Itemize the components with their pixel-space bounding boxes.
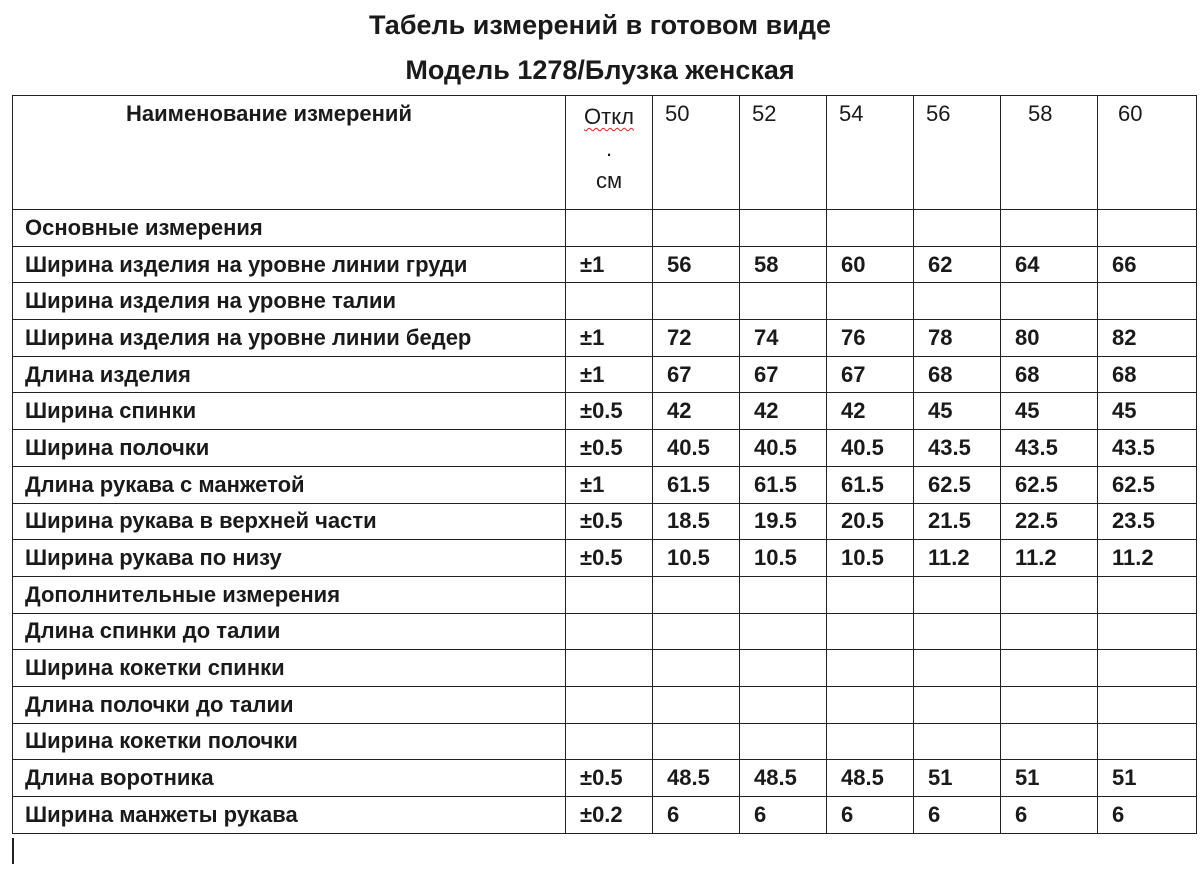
size-value-cell: 82 (1098, 320, 1197, 357)
size-value-cell (740, 210, 827, 247)
size-value-cell: 67 (740, 356, 827, 393)
size-value-cell (653, 686, 740, 723)
measurement-name-cell: Ширина кокетки полочки (13, 723, 566, 760)
size-value-cell (1098, 283, 1197, 320)
tolerance-label-line-2: . (605, 136, 613, 161)
size-value-cell (740, 686, 827, 723)
size-value-cell (1098, 613, 1197, 650)
table-row (13, 686, 1197, 723)
size-value-cell: 6 (740, 797, 827, 834)
size-value-cell: 45 (1001, 393, 1098, 430)
tolerance-cell: ±0.2 (566, 797, 653, 834)
measurement-name-cell: Длина изделия (13, 356, 566, 393)
table-row (13, 503, 1197, 540)
tolerance-cell (566, 686, 653, 723)
size-value-cell: 51 (1001, 760, 1098, 797)
table-row (13, 797, 1197, 834)
table-row (13, 576, 1197, 613)
measurement-name-cell: Длина спинки до талии (13, 613, 566, 650)
size-value-cell: 62.5 (1001, 466, 1098, 503)
size-value-cell: 61.5 (827, 466, 914, 503)
size-value-cell: 68 (914, 356, 1001, 393)
table-row (13, 393, 1197, 430)
size-value-cell: 11.2 (914, 540, 1001, 577)
size-value-cell (1001, 210, 1098, 247)
size-value-cell (827, 613, 914, 650)
size-value-cell (740, 613, 827, 650)
size-value-cell (653, 283, 740, 320)
size-value-cell: 61.5 (653, 466, 740, 503)
tolerance-cell (566, 576, 653, 613)
size-value-cell: 23.5 (1098, 503, 1197, 540)
size-value-cell: 6 (1001, 797, 1098, 834)
measurement-name-cell: Ширина спинки (13, 393, 566, 430)
size-value-cell: 43.5 (914, 430, 1001, 467)
size-value-cell: 74 (740, 320, 827, 357)
tolerance-label-line-1: Откл (584, 104, 634, 129)
size-value-cell: 42 (653, 393, 740, 430)
table-row (13, 466, 1197, 503)
header-row (13, 96, 1197, 210)
measurement-name-cell: Ширина изделия на уровне талии (13, 283, 566, 320)
size-value-cell: 64 (1001, 246, 1098, 283)
size-value-cell (1001, 613, 1098, 650)
measurement-name-cell: Ширина рукава по низу (13, 540, 566, 577)
tolerance-cell: ±0.5 (566, 503, 653, 540)
size-value-cell (1098, 210, 1197, 247)
measurements-table (12, 95, 1197, 834)
header-name-cell: Наименование измерений (13, 96, 566, 210)
size-value-cell: 62 (914, 246, 1001, 283)
size-value-cell (740, 576, 827, 613)
table-row (13, 356, 1197, 393)
size-value-cell: 10.5 (653, 540, 740, 577)
header-size-cell: 50 (653, 96, 740, 210)
size-value-cell: 45 (914, 393, 1001, 430)
header-size-cell: 56 (914, 96, 1001, 210)
size-value-cell: 76 (827, 320, 914, 357)
document-title: Табель измерений в готовом виде (368, 10, 831, 40)
size-value-cell: 68 (1098, 356, 1197, 393)
tolerance-label-line-3: см (595, 168, 623, 193)
table-row (13, 540, 1197, 577)
measurement-name-cell: Длина рукава с манжетой (13, 466, 566, 503)
size-value-cell (1098, 650, 1197, 687)
size-value-cell (827, 650, 914, 687)
measurement-name-cell: Дополнительные измерения (13, 576, 566, 613)
size-value-cell: 40.5 (740, 430, 827, 467)
size-value-cell: 58 (740, 246, 827, 283)
size-value-cell (1098, 686, 1197, 723)
size-value-cell: 6 (1098, 797, 1197, 834)
table-body (13, 96, 1197, 834)
measurement-name-cell: Длина полочки до талии (13, 686, 566, 723)
size-value-cell (1001, 576, 1098, 613)
measurement-name-cell: Ширина манжеты рукава (13, 797, 566, 834)
header-size-cell: 60 (1098, 96, 1197, 210)
size-value-cell (1001, 283, 1098, 320)
tolerance-cell (566, 650, 653, 687)
size-value-cell: 45 (1098, 393, 1197, 430)
size-value-cell (827, 686, 914, 723)
size-value-cell: 42 (740, 393, 827, 430)
measurement-name-cell: Основные измерения (13, 210, 566, 247)
size-value-cell (653, 723, 740, 760)
size-value-cell: 10.5 (827, 540, 914, 577)
table-row (13, 210, 1197, 247)
size-value-cell: 11.2 (1098, 540, 1197, 577)
size-value-cell (740, 723, 827, 760)
size-value-cell: 48.5 (740, 760, 827, 797)
size-value-cell (914, 686, 1001, 723)
size-value-cell (827, 723, 914, 760)
size-value-cell: 6 (827, 797, 914, 834)
size-value-cell: 6 (653, 797, 740, 834)
size-value-cell (1098, 723, 1197, 760)
size-value-cell (827, 576, 914, 613)
tolerance-cell (566, 283, 653, 320)
size-value-cell: 67 (827, 356, 914, 393)
size-value-cell: 66 (1098, 246, 1197, 283)
size-value-cell: 68 (1001, 356, 1098, 393)
table-row (13, 760, 1197, 797)
size-value-cell: 62.5 (1098, 466, 1197, 503)
measurement-name-cell: Ширина изделия на уровне линии груди (13, 246, 566, 283)
size-value-cell (827, 210, 914, 247)
size-value-cell: 51 (1098, 760, 1197, 797)
size-value-cell: 40.5 (827, 430, 914, 467)
size-value-cell (914, 613, 1001, 650)
size-value-cell: 22.5 (1001, 503, 1098, 540)
size-value-cell (914, 723, 1001, 760)
tolerance-cell (566, 723, 653, 760)
size-value-cell (914, 283, 1001, 320)
tolerance-cell: ±0.5 (566, 760, 653, 797)
header-size-cell: 52 (740, 96, 827, 210)
header-size-cell: 54 (827, 96, 914, 210)
size-value-cell: 56 (653, 246, 740, 283)
size-value-cell (653, 650, 740, 687)
table-row (13, 320, 1197, 357)
table-row (13, 246, 1197, 283)
size-value-cell: 11.2 (1001, 540, 1098, 577)
size-value-cell: 51 (914, 760, 1001, 797)
size-value-cell: 48.5 (827, 760, 914, 797)
size-value-cell: 43.5 (1098, 430, 1197, 467)
tolerance-cell: ±1 (566, 466, 653, 503)
text-cursor (12, 838, 14, 864)
measurement-name-cell: Длина воротника (13, 760, 566, 797)
size-value-cell: 10.5 (740, 540, 827, 577)
tolerance-cell (566, 210, 653, 247)
size-value-cell: 42 (827, 393, 914, 430)
size-value-cell (740, 650, 827, 687)
size-value-cell: 18.5 (653, 503, 740, 540)
table-row (13, 283, 1197, 320)
size-value-cell: 72 (653, 320, 740, 357)
size-value-cell (1001, 650, 1098, 687)
size-value-cell (653, 576, 740, 613)
table-row (13, 613, 1197, 650)
size-value-cell (653, 613, 740, 650)
tolerance-cell: ±0.5 (566, 430, 653, 467)
size-value-cell: 62.5 (914, 466, 1001, 503)
tolerance-cell (566, 613, 653, 650)
table-row (13, 430, 1197, 467)
size-value-cell: 67 (653, 356, 740, 393)
measurement-name-cell: Ширина полочки (13, 430, 566, 467)
size-value-cell (1001, 686, 1098, 723)
table-row (13, 723, 1197, 760)
size-value-cell: 60 (827, 246, 914, 283)
header-tolerance-cell (566, 96, 653, 210)
size-value-cell (914, 576, 1001, 613)
measurement-name-cell: Ширина кокетки спинки (13, 650, 566, 687)
measurement-name-cell: Ширина изделия на уровне линии бедер (13, 320, 566, 357)
size-value-cell (1098, 576, 1197, 613)
size-value-cell: 6 (914, 797, 1001, 834)
measurement-name-cell: Ширина рукава в верхней части (13, 503, 566, 540)
table-row (13, 650, 1197, 687)
size-value-cell: 20.5 (827, 503, 914, 540)
size-value-cell: 80 (1001, 320, 1098, 357)
tolerance-cell: ±0.5 (566, 393, 653, 430)
size-value-cell (1001, 723, 1098, 760)
size-value-cell: 21.5 (914, 503, 1001, 540)
header-size-cell: 58 (1001, 96, 1098, 210)
tolerance-cell: ±1 (566, 356, 653, 393)
size-value-cell: 61.5 (740, 466, 827, 503)
size-value-cell (914, 210, 1001, 247)
size-value-cell: 19.5 (740, 503, 827, 540)
tolerance-cell: ±0.5 (566, 540, 653, 577)
size-value-cell: 78 (914, 320, 1001, 357)
size-value-cell (827, 283, 914, 320)
document-subtitle: Модель 1278/Блузка женская (405, 55, 795, 85)
tolerance-cell: ±1 (566, 246, 653, 283)
size-value-cell: 43.5 (1001, 430, 1098, 467)
size-value-cell (653, 210, 740, 247)
size-value-cell: 40.5 (653, 430, 740, 467)
size-value-cell: 48.5 (653, 760, 740, 797)
tolerance-cell: ±1 (566, 320, 653, 357)
size-value-cell (740, 283, 827, 320)
size-value-cell (914, 650, 1001, 687)
